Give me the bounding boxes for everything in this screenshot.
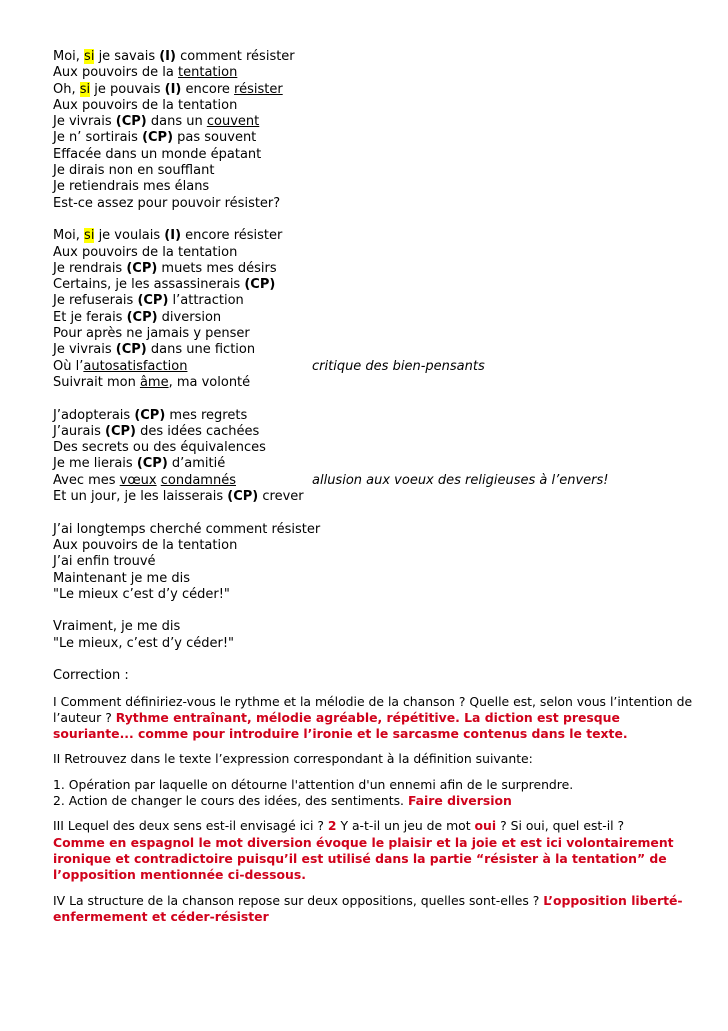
- underlined-word: résister: [234, 81, 283, 97]
- lyric-line: Avec mes vœux condamnés allusion aux voeux des religieuses à l’envers!: [53, 472, 609, 488]
- lyric-line: Et je ferais (CP) diversion: [53, 309, 222, 325]
- lyric-line: Aux pouvoirs de la tentation: [53, 244, 238, 260]
- underlined-word: autosatisfaction: [83, 358, 188, 374]
- lyric-line: J’ai longtemps cherché comment résister: [53, 521, 321, 537]
- lyric-line: Moi, si je savais (I) comment résister: [53, 49, 295, 64]
- question-1: I Comment définiriez-vous le rythme et la mélodie de la chanson ? Quelle est, selon vous l’intention de l’auteur ? Rythme entraînant, mélodie agréable, répétitive. La diction est presque souriante... comme pour introduire l’ironie et le sarcasme contenus dans le texte.: [53, 693, 693, 742]
- lyric-line: Des secrets ou des équivalences: [53, 440, 266, 456]
- underlined-word: vœux: [119, 472, 157, 488]
- lyric-line: J’ai enfin trouvé: [53, 554, 156, 570]
- lyric-line: Je retiendrais mes élans: [53, 179, 210, 195]
- lyric-line: Je me lierais (CP) d’amitié: [53, 456, 226, 472]
- lyric-line: "Le mieux, c’est d’y céder!": [53, 635, 235, 651]
- lyric-line: Je dirais non en soufflant: [53, 163, 215, 179]
- lyric-line: Aux pouvoirs de la tentation: [53, 537, 238, 553]
- lyric-line: Et un jour, je les laisserais (CP) crever: [53, 489, 304, 505]
- lyric-line: Vraiment, je me dis: [53, 619, 181, 635]
- lyric-line: J’adopterais (CP) mes regrets: [53, 407, 248, 423]
- lyric-line: Aux pouvoirs de la tentation: [53, 65, 238, 81]
- correction-heading: Correction :: [53, 668, 129, 684]
- definition-1: 1. Opération par laquelle on détourne l'attention d'un ennemi afin de le surprendre.: [53, 776, 574, 792]
- underlined-word: âme: [139, 374, 169, 390]
- answer-2: Faire diversion: [407, 793, 512, 809]
- lyric-line: Certains, je les assassinerais (CP): [53, 277, 276, 293]
- lyric-line: Suivrait mon âme, ma volonté: [53, 374, 251, 390]
- answer-3-number: 2: [327, 818, 337, 834]
- answer-1: Rythme entraînant, mélodie agréable, répétitive. La diction est presque souriante... comme pour introduire l’ironie et le sarcasme contenus dans le texte.: [53, 709, 628, 742]
- definition-2: 2. Action de changer le cours des idées, des sentiments. Faire diversion: [53, 793, 512, 809]
- lyric-line: Où l’autosatisfaction critique des bien-pensants: [53, 358, 485, 374]
- highlighted-word: si: [79, 81, 91, 97]
- lyric-line: "Le mieux c’est d’y céder!": [53, 586, 230, 602]
- lyric-line: J’aurais (CP) des idées cachées: [53, 423, 260, 439]
- highlighted-word: si: [84, 49, 95, 64]
- margin-note: critique des bien-pensants: [312, 358, 485, 374]
- answer-4: L’opposition liberté-enfermement et céder-résister: [53, 892, 683, 924]
- lyric-line: Effacée dans un monde épatant: [53, 146, 262, 162]
- lyric-line: Je n’ sortirais (CP) pas souvent: [53, 130, 257, 146]
- answer-3: Comme en espagnol le mot diversion évoque le plaisir et la joie et est ici volontairement ironique et contradictoire puisqu’il est utilisé dans la partie “résister à la tentation” de l’opposition mentionnée ci-dessous.: [53, 834, 674, 883]
- lyric-line: Maintenant je me dis: [53, 570, 190, 586]
- lyric-line: Je rendrais (CP) muets mes désirs: [53, 260, 277, 276]
- question-2: II Retrouvez dans le texte l’expression correspondant à la définition suivante:: [53, 751, 533, 767]
- lyric-line: Aux pouvoirs de la tentation: [53, 97, 238, 113]
- underlined-word: couvent: [206, 114, 260, 130]
- question-4: IV La structure de la chanson repose sur deux oppositions, quelles sont-elles ? L’opposition liberté-enfermement et céder-résister: [53, 892, 683, 924]
- margin-note: allusion aux voeux des religieuses à l’envers!: [312, 472, 609, 488]
- lyric-line: Est-ce assez pour pouvoir résister?: [53, 195, 281, 211]
- answer-3-oui: oui: [474, 818, 497, 834]
- lyric-line: Oh, si je pouvais (I) encore résister: [53, 81, 283, 97]
- lyric-line: Pour après ne jamais y penser: [53, 326, 250, 342]
- underlined-word: condamnés: [160, 472, 236, 488]
- question-3: III Lequel des deux sens est-il envisagé ici ? 2 Y a-t-il un jeu de mot oui ? Si oui, quel est-il ? Comme en espagnol le mot diversion évoque le plaisir et la joie et est ici volontairement ironique et contradictoire puisqu’il est utilisé dans la partie “résister à la tentation” de l’opposition mentionnée ci-dessous.: [53, 818, 674, 883]
- document-page: [53, 49, 693, 925]
- highlighted-word: si: [84, 228, 95, 244]
- lyric-line: Je vivrais (CP) dans un couvent: [53, 114, 260, 130]
- underlined-word: tentation: [178, 65, 238, 81]
- lyric-line: Je vivrais (CP) dans une fiction: [53, 342, 256, 358]
- lyric-line: Moi, si je voulais (I) encore résister: [53, 228, 283, 244]
- lyric-line: Je refuserais (CP) l’attraction: [53, 293, 244, 309]
